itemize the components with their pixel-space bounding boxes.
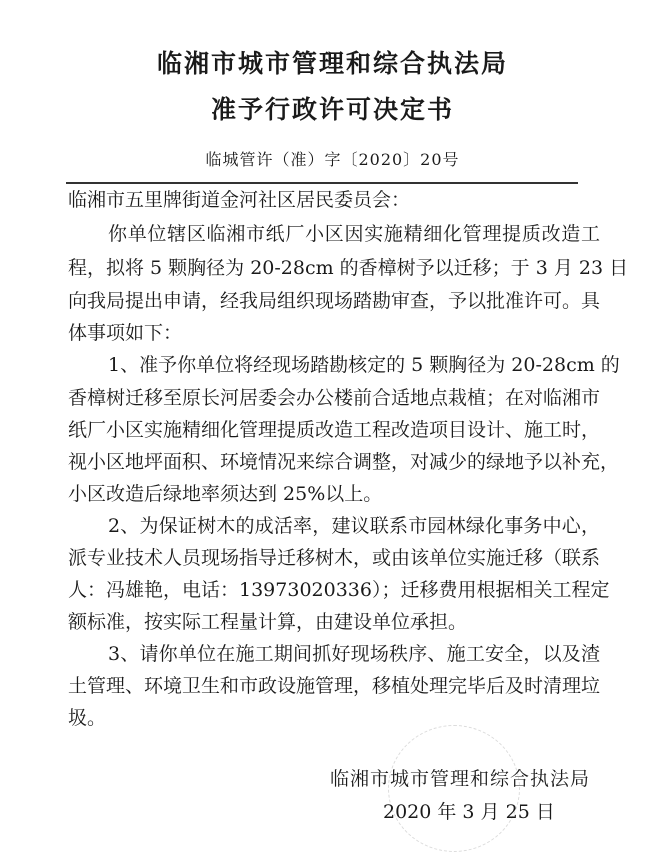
item-2-line: 人：冯雄艳，电话：13973020336）；迁移费用根据相关工程定 [68,579,610,601]
item-3-line: 圾。 [68,707,107,729]
addressee: 临湘市五里牌街道金河社区居民委员会： [68,189,411,211]
paragraph-line: 向我局提出申请，经我局组织现场踏勘审查，予以批准许可。具 [68,290,601,312]
item-2-line: 2、为保证树木的成活率，建议联系市园林绿化事务中心， [108,515,600,537]
signature-org: 临湘市城市管理和综合执法局 [330,768,591,790]
header-divider [66,182,578,184]
item-1-line: 视小区地坪面积、环境情况来综合调整，对减少的绿地予以补充， [68,451,620,473]
paragraph-line: 你单位辖区临湘市纸厂小区因实施精细化管理提质改造工 [108,223,600,245]
item-3-line: 土管理、环境卫生和市政设施管理，移植处理完毕后及时清理垃 [68,675,601,697]
item-2-line: 额标准，按实际工程量计算，由建设单位承担。 [68,611,468,633]
document-number: 临城管许（准）字〔2020〕20号 [205,150,460,169]
document-title: 临湘市城市管理和综合执法局 [156,49,508,78]
item-1-line: 1、准予你单位将经现场踏勘核定的 5 颗胸径为 20-28cm 的 [108,354,620,376]
paragraph-line: 程，拟将 5 颗胸径为 20-28cm 的香樟树予以迁移；于 3 月 23 日 [68,257,629,279]
item-3-line: 3、请你单位在施工期间抓好现场秩序、施工安全，以及渣 [108,643,600,665]
item-2-line: 派专业技术人员现场指导迁移树木，或由该单位实施迁移（联系 [68,547,601,569]
paragraph-line: 体事项如下： [68,322,183,344]
item-1-line: 纸厂小区实施精细化管理提质改造工程改造项目设计、施工时， [68,419,601,441]
document-subtitle: 准予行政许可决定书 [210,95,454,124]
item-1-line: 小区改造后绿地率须达到 25%以上。 [68,483,383,505]
signature-date: 2020 年 3 月 25 日 [383,801,555,823]
item-1-line: 香樟树迁移至原长河居委会办公楼前合适地点栽植；在对临湘市 [68,387,601,409]
